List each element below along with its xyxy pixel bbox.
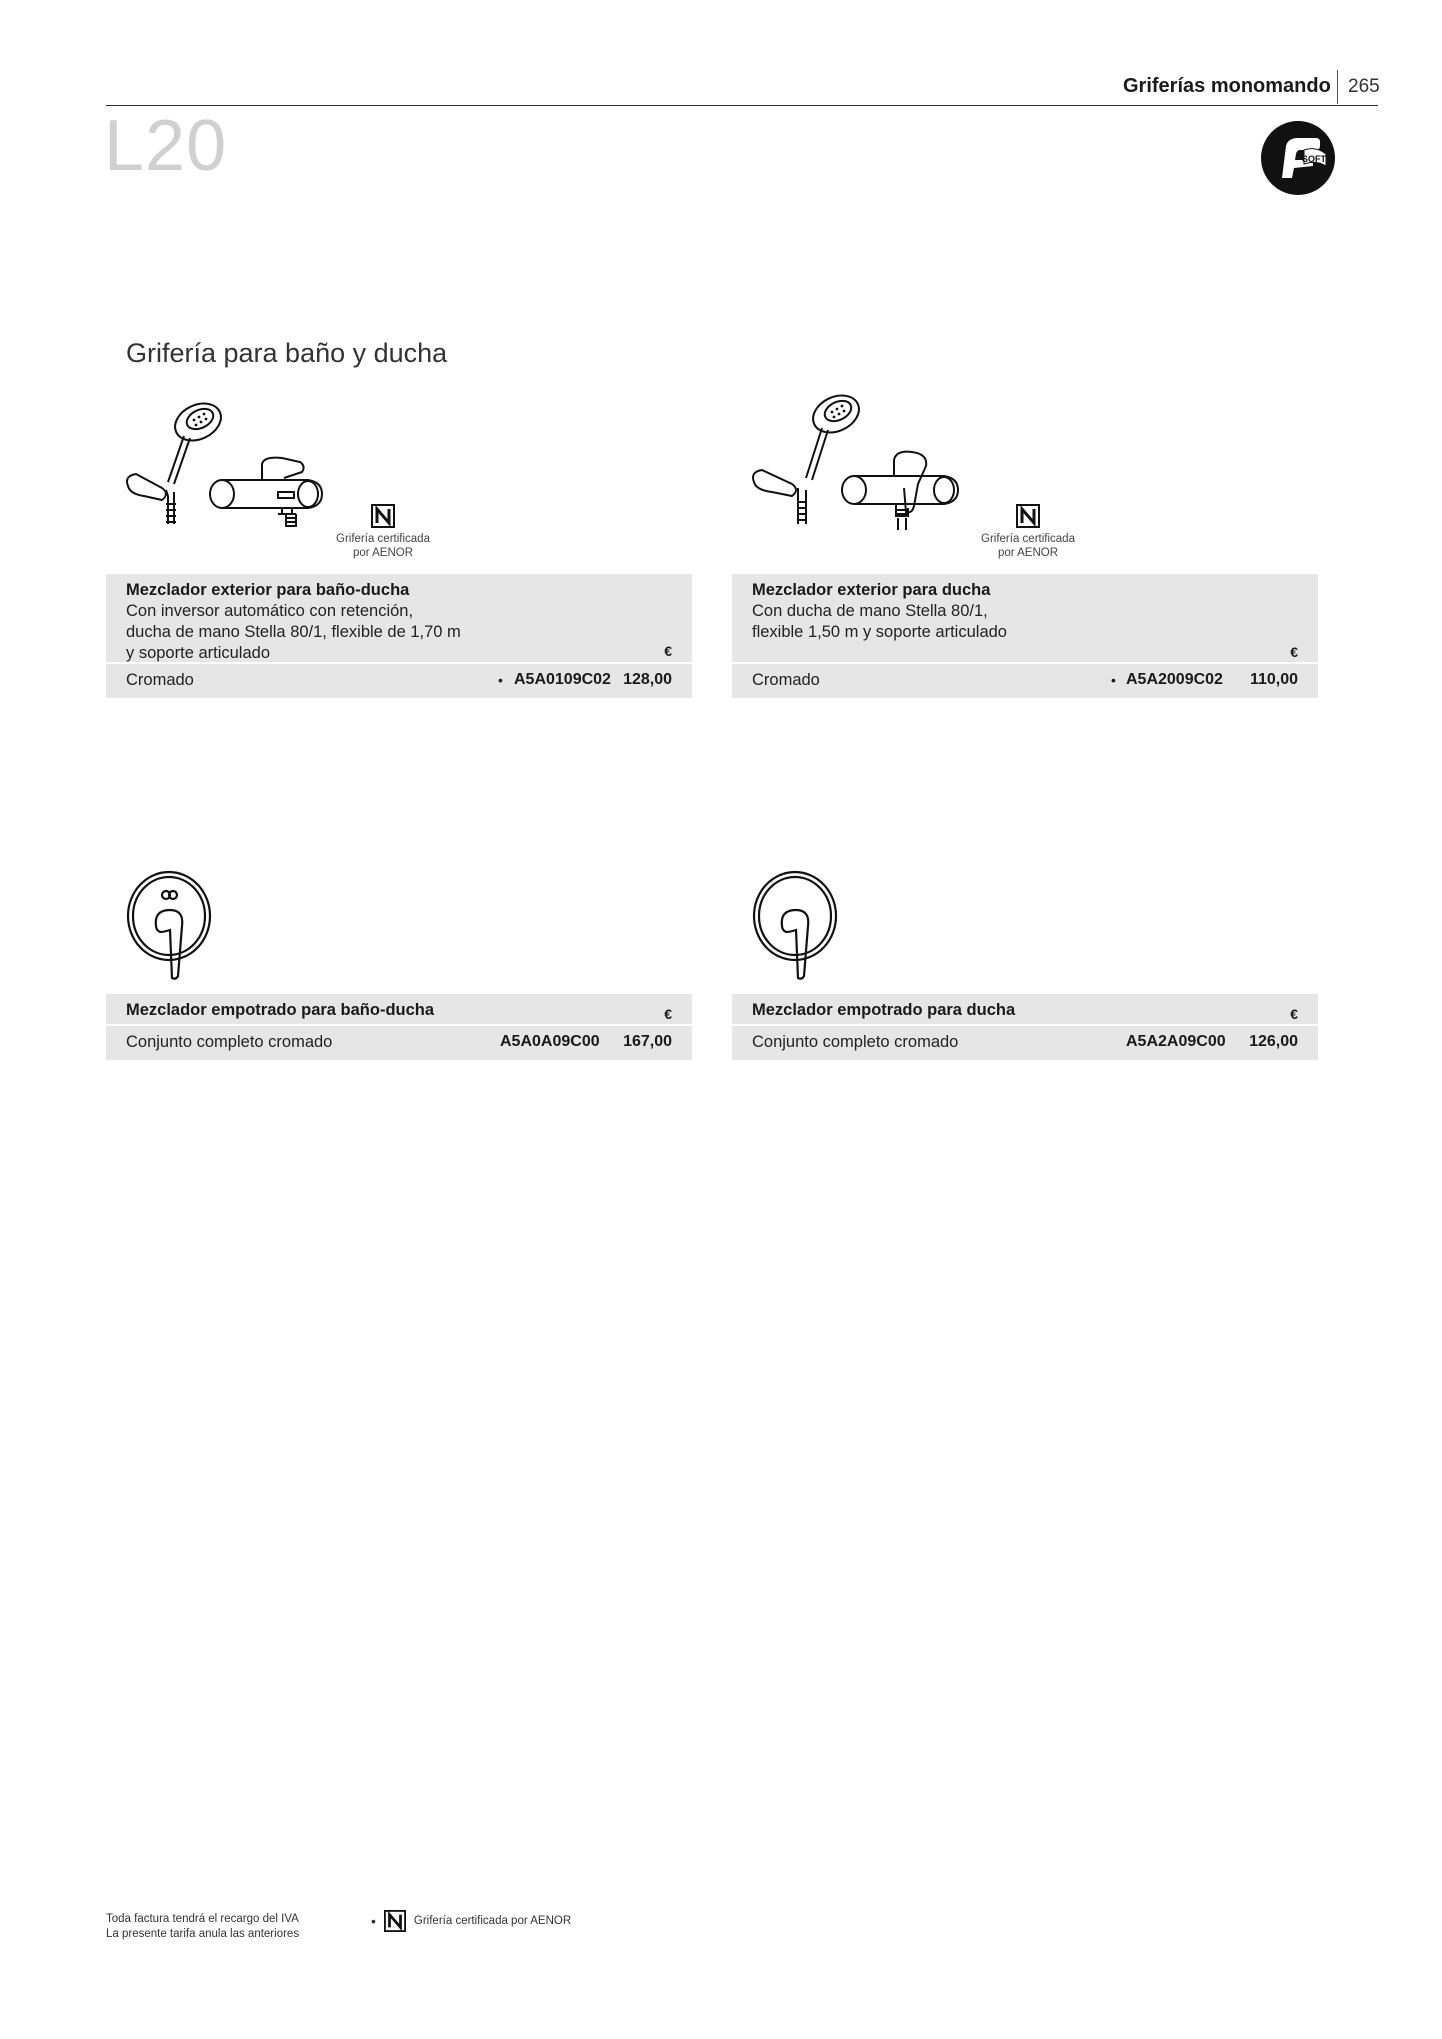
- product-name: Mezclador exterior para ducha: [752, 581, 991, 599]
- product-card-shower-concealed: [732, 994, 1318, 1060]
- aenor-certification-2: [973, 504, 1083, 560]
- concealed-bath-shower-mixer-illustration: [124, 868, 216, 980]
- price-row: [732, 1024, 1318, 1060]
- product-description-line: Con inversor automático con retención,: [126, 602, 414, 620]
- currency-label: €: [1290, 1006, 1298, 1022]
- header-separator: [1337, 70, 1338, 104]
- series-code: L20: [104, 106, 228, 186]
- product-name: Mezclador exterior para baño-ducha: [126, 581, 410, 599]
- product-description-line: flexible 1,50 m y soporte articulado: [752, 623, 1007, 641]
- price-row: [732, 662, 1318, 698]
- aenor-bullet: •: [1111, 672, 1116, 688]
- footer-note-line: La presente tarifa anula las anteriores: [106, 1928, 300, 1940]
- header-section-title: Griferías monomando: [1123, 75, 1331, 97]
- product-price: 126,00: [1249, 1033, 1298, 1050]
- aenor-n-icon: [371, 504, 395, 528]
- product-description-line: ducha de mano Stella 80/1, flexible de 1,70 m: [126, 623, 461, 641]
- soft-logo-text: SOFT: [1302, 154, 1326, 164]
- product-price: 167,00: [623, 1033, 672, 1050]
- product-name: Mezclador empotrado para ducha: [752, 1001, 1016, 1019]
- variant-label: Conjunto completo cromado: [126, 1033, 333, 1051]
- currency-label: €: [664, 1006, 672, 1022]
- aenor-caption-line1: Grifería certificada: [981, 533, 1075, 545]
- bath-shower-mixer-illustration: [122, 392, 332, 528]
- legend-bullet: •: [371, 1913, 376, 1929]
- header-rule: [106, 105, 1378, 106]
- aenor-caption-line2: por AENOR: [352, 547, 414, 559]
- variant-label: Cromado: [126, 671, 194, 689]
- aenor-n-icon: [1016, 504, 1040, 528]
- concealed-shower-mixer-illustration: [750, 868, 842, 980]
- product-description-line: Con ducha de mano Stella 80/1,: [752, 602, 988, 620]
- product-name: Mezclador empotrado para baño-ducha: [126, 1001, 435, 1019]
- currency-label: €: [1290, 644, 1298, 660]
- legend-text: Grifería certificada por AENOR: [413, 1915, 572, 1927]
- product-price: 128,00: [623, 671, 672, 688]
- aenor-caption-line1: Grifería certificada: [336, 533, 430, 545]
- product-card-shower-exterior: [732, 574, 1318, 698]
- footer-legend: [371, 1910, 571, 1932]
- shower-mixer-illustration: [748, 384, 970, 532]
- aenor-caption-line2: por AENOR: [997, 547, 1059, 559]
- aenor-bullet: •: [498, 672, 503, 688]
- product-card-bath-shower-exterior: [106, 574, 692, 698]
- product-card-bath-shower-concealed: [106, 994, 692, 1060]
- product-description-line: y soporte articulado: [126, 644, 270, 662]
- price-row: [106, 662, 692, 698]
- aenor-n-icon: [384, 1910, 406, 1932]
- footer-notes: [106, 1912, 299, 1942]
- variant-label: Cromado: [752, 671, 820, 689]
- soft-logo-icon: [1260, 120, 1336, 196]
- product-code: A5A2009C02: [1126, 671, 1223, 688]
- aenor-certification-1: [328, 504, 438, 560]
- variant-label: Conjunto completo cromado: [752, 1033, 959, 1051]
- product-code: A5A0A09C00: [500, 1033, 600, 1050]
- footer-note-line: Toda factura tendrá el recargo del IVA: [106, 1913, 299, 1925]
- currency-label: €: [664, 643, 672, 659]
- section-title: Grifería para baño y ducha: [126, 338, 448, 368]
- price-row: [106, 1024, 692, 1060]
- product-code: A5A0109C02: [514, 671, 611, 688]
- product-code: A5A2A09C00: [1126, 1033, 1226, 1050]
- page-number: 265: [1348, 76, 1380, 97]
- product-price: 110,00: [1249, 671, 1298, 688]
